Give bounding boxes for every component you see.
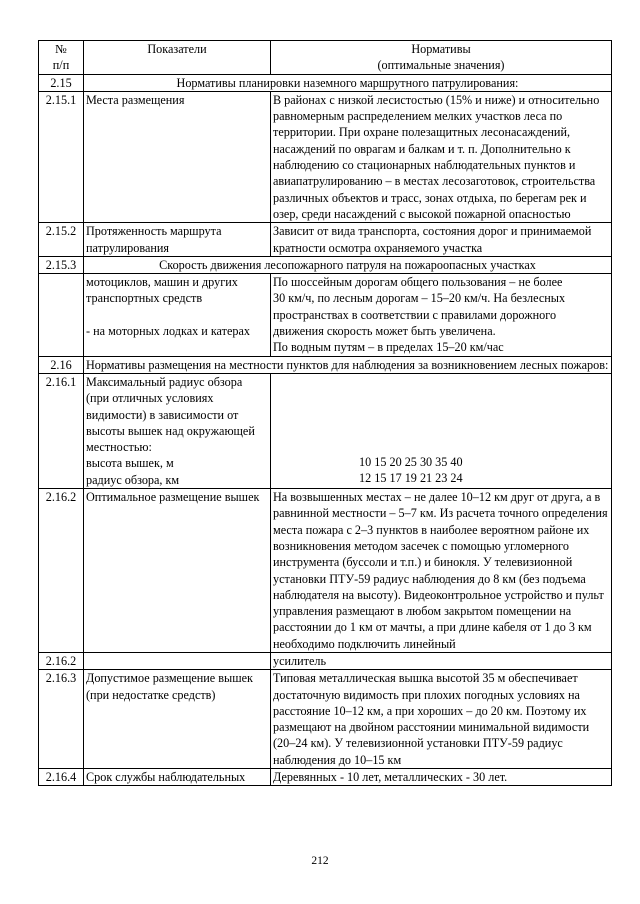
- table-row: [39, 373, 612, 488]
- row-number: 2.15.2: [39, 223, 84, 257]
- table-row: [39, 769, 612, 786]
- indicator-cell: Места размещения: [84, 91, 271, 222]
- header-number: № п/п: [39, 41, 84, 75]
- norm-cell: Типовая металлическая вышка высотой 35 м обеспечивает достаточную видимость при плохих погодных условиях на расстояние 10–12 км, а при хороших – до 20 км. Поэтому их размещают на двойном расстоянии минимальной видимости (20–24 км). У телевизионной установки ПТУ-59 радиус наблюдения до 10–15 км: [271, 670, 612, 769]
- indicator-cell: Срок службы наблюдательных: [84, 769, 271, 786]
- row-number: 2.16.2: [39, 652, 84, 669]
- norm-cell: Деревянных - 10 лет, металлических - 30 лет.: [271, 769, 612, 786]
- table-row: [39, 652, 612, 669]
- row-number: 2.16.1: [39, 373, 84, 488]
- indicator-cell: Протяженность маршрута патрулирования: [84, 223, 271, 257]
- section-heading: Нормативы планировки наземного маршрутного патрулирования:: [84, 74, 612, 91]
- indicator-cell: мотоциклов, машин и других транспортных средств - на моторных лодках и катерах: [84, 274, 271, 356]
- table-row: [39, 274, 612, 356]
- row-number: 2.16: [39, 356, 84, 373]
- table-row: [39, 670, 612, 769]
- table-row: [39, 91, 612, 222]
- header-indicators: Показатели: [84, 41, 271, 75]
- row-number: 2.15.1: [39, 91, 84, 222]
- view-radii: 12 15 17 19 21 23 24: [359, 471, 463, 486]
- table-row: [39, 256, 612, 273]
- table-row: [39, 489, 612, 653]
- norm-cell: В районах с низкой лесистостью (15% и ниже) и относительно равномерным распределением мелких участков леса по территории. При охране полезащитных лесонасаждений, насаждений по оврагам и балкам и т. п. Дополнительно к наблюдению со стационарных наблюдательных пунктов и авиапатрулированию – в местах лесозаготовок, строительства различных объектов и трасс, зонах отдыха, по берегам рек и озер, среди насаждений с высокой пожарной опасностью: [271, 91, 612, 222]
- indicator-cell: Допустимое размещение вышек (при недостатке средств): [84, 670, 271, 769]
- row-number: 2.15: [39, 74, 84, 91]
- indicator-cell: Максимальный радиус обзора (при отличных условиях видимости) в зависимости от высоты вышек над окружающей местностью: высота вышек, м радиус обзора, км: [84, 373, 271, 488]
- tower-heights: 10 15 20 25 30 35 40: [359, 454, 463, 469]
- norm-cell: На возвышенных местах – не далее 10–12 км друг от друга, а в равнинной местности – 5–7 км. Из расчета точного определения места пожара с 2–3 пунктов в наиболее вероятном районе их возникновения методом засечек с помощью угломерного инструмента (буссоли и т.п.) и бинокля. У телевизионной установки ПТУ-59 радиус наблюдения до 8 км (без подъема наблюдателя на высоту). Видеоконтрольное устройство и пульт управления размещают в любом закрытом помещении на расстоянии до 1 км от мачты, а при длине кабеля от 1 до 3 км необходимо подключить линейный: [271, 489, 612, 653]
- norm-cell: Зависит от вида транспорта, состояния дорог и принимаемой кратности осмотра охраняемого участка: [271, 223, 612, 257]
- page-number: 212: [311, 855, 329, 867]
- header-norms: Нормативы (оптимальные значения): [271, 41, 612, 75]
- norm-cell: [271, 373, 612, 488]
- table-header-row: [39, 41, 612, 75]
- row-number: 2.15.3: [39, 256, 84, 273]
- section-heading: Нормативы размещения на местности пунктов для наблюдения за возникновением лесных пожаров:: [84, 356, 612, 373]
- indicator-cell: [84, 652, 271, 669]
- table-row: [39, 223, 612, 257]
- table-row: [39, 74, 612, 91]
- row-number: 2.16.3: [39, 670, 84, 769]
- indicator-cell: Оптимальное размещение вышек: [84, 489, 271, 653]
- norm-cell: По шоссейным дорогам общего пользования – не более 30 км/ч, по лесным дорогам – 15–20 км/ч. На безлесных пространствах в соответствии с правилами дорожного движения скорость может быть увеличена. По водным путям – в пределах 15–20 км/час: [271, 274, 612, 356]
- row-number: [39, 274, 84, 356]
- norms-table: [38, 40, 612, 786]
- section-heading: Скорость движения лесопожарного патруля на пожароопасных участках: [84, 256, 612, 273]
- row-number: 2.16.4: [39, 769, 84, 786]
- row-number: 2.16.2: [39, 489, 84, 653]
- norm-cell: усилитель: [271, 652, 612, 669]
- table-row: [39, 356, 612, 373]
